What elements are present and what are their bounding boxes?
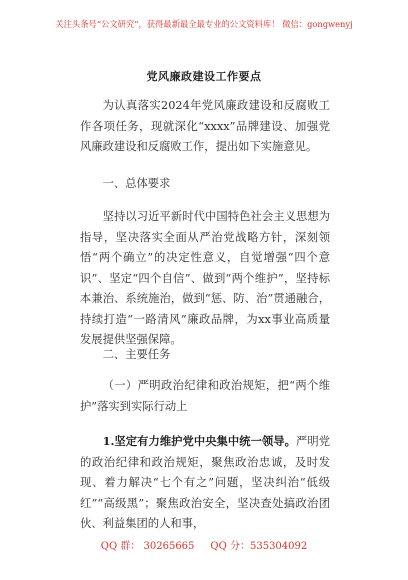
item-1-paragraph bbox=[80, 431, 330, 533]
overall-requirements-paragraph: 坚持以习近平新时代中国特色社会主义思想为指导，坚决落实全面从严治党战略方针，深刻领悟“两个确立”的决定性意义，自觉增强“四个意识”、坚定“四个自信”、做到“两个维护”，坚持标本兼治、系统施治，做到“惩、防、治”贯通融合，持续打造“一路清风”廉政品牌，为xx事业高质量发展提供坚强保障。 bbox=[80, 210, 330, 346]
promo-banner: 关注头条号“公文研究”，获得最新最全最专业的公文资料库！ 微信：gongwenyj bbox=[55, 19, 353, 29]
document-title: 党风廉政建设工作要点 bbox=[146, 70, 262, 83]
section-heading-main-tasks: 二、主要任务 bbox=[102, 348, 171, 361]
item-1-lead: 1.坚定有力维护党中央集中统一领导。 bbox=[102, 434, 296, 448]
footer-qq-group: QQ 群： 30265665 bbox=[100, 541, 195, 552]
footer-qq-number: QQ 分：535304092 bbox=[210, 541, 308, 552]
item-1-body: 严明党的政治纪律和政治规矩，聚焦政治忠诚，及时发现、着力解决“七个有之”问题，坚决纠治“低级红”“高级黑”；聚焦政治安全，坚决查处搞政治团伙、利益集团的人和事， bbox=[80, 435, 330, 530]
section-heading-overall: 一、总体要求 bbox=[102, 177, 171, 190]
intro-paragraph: 为认真落实2024年党风廉政建设和反腐败工作各项任务，现就深化“xxxx”品牌建设、加强党风廉政建设和反腐败工作，提出如下实施意见。 bbox=[80, 99, 330, 153]
footer-contact bbox=[0, 537, 408, 552]
subsection-heading-political-discipline: （一）严明政治纪律和政治规矩，把“两个维护”落实到实际行动上 bbox=[80, 379, 330, 413]
